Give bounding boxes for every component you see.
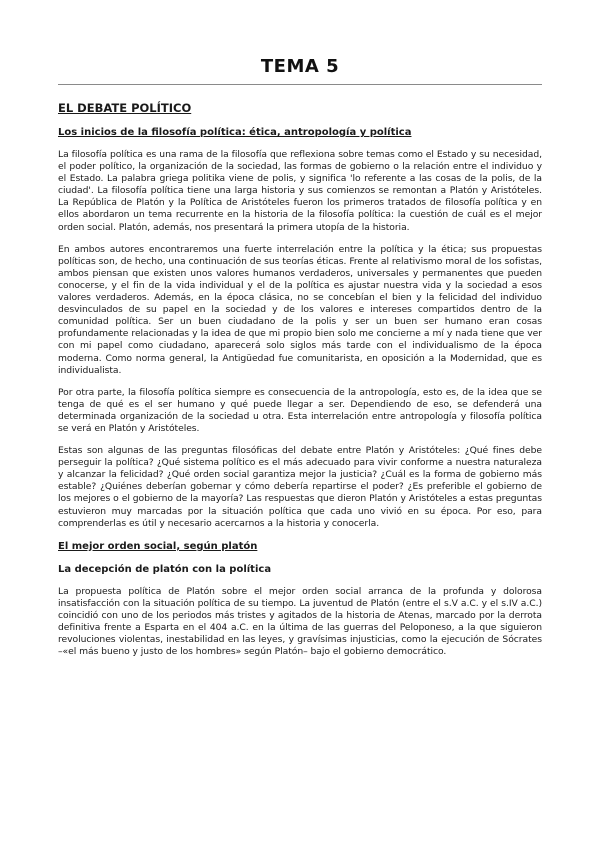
paragraph-5: La propuesta política de Platón sobre el mejor orden social arranca de la profunda y dolorosa insatisfacción con la situación política de su tiempo. La juventud de Platón (entre el s.V a.C. y el s.IV a.C.) coincidió con uno de los periodos más tristes y agitados de la historia de Atenas, marcado por la derrota definitiva frente a Esparta en el 404 a.C. en la última de las guerras del Peloponeso, a la que siguieron revoluciones violentas, inestabilidad en las leyes, y gravísimas injusticias, como la ejecución de Sócrates –«el más bueno y justo de los hombres» según Platón– bajo el gobierno democrático. xyxy=(58,585,542,658)
paragraph-1: La filosofía política es una rama de la filosofía que reflexiona sobre temas como el Estado y su necesidad, el poder político, la organización de la sociedad, las formas de gobierno o la relación entre el individuo y el Estado. La palabra griega politika viene de polis, y significa 'lo referente a las cosas de la polis, de la ciudad'. La filosofía política tiene una larga historia y sus comienzos se remontan a Platón y Aristóteles. La República de Platón y la Política de Aristóteles fueron los primeros tratados de filosofía política y en ellos abordaron un tema recurrente en la historia de la filosofía política: la cuestión de cuál es el mejor orden social. Platón, además, nos presentará la primera utopía de la historia. xyxy=(58,149,542,233)
document-body xyxy=(58,101,542,668)
paragraph-2: En ambos autores encontraremos una fuerte interrelación entre la política y la ética; sus propuestas políticas son, de hecho, una continuación de sus teorías éticas. Frente al relativismo moral de los sofistas, ambos piensan que existen unos valores humanos verdaderos, universales y permanentes que pueden conocerse, y el fin de la vida individual y el de la política es ajustar nuestra vida y la sociedad a esos valores verdaderos. Además, en la época clásica, no se concebían el bien y la felicidad del individuo desvinculados de su papel en la sociedad y de los valores e intereses compartidos dentro de la comunidad política. Ser un buen ciudadano de la polis y ser un buen ser humano eran cosas profundamente relacionadas y la idea de que mi propio bien solo me concierne a mí y nada tiene que ver con mi papel como ciudadano, aparecerá solo siglos más tarde con el individualismo de la época moderna. Como norma general, la Antigüedad fue comunitarista, en oposición a la Modernidad, que es individualista. xyxy=(58,243,542,376)
page-title: TEMA 5 xyxy=(260,56,340,77)
subsection-title-inicios: Los inicios de la filosofía política: ética, antropología y política xyxy=(58,127,412,138)
paragraph-3: Por otra parte, la filosofía política siempre es consecuencia de la antropología, esto es, de la idea que se tenga de qué es el ser humano y qué puede llegar a ser. Dependiendo de eso, se defenderá una determinada organización de la sociedad u otra. Esta interrelación entre antropología y filosofía política se verá en Platón y Aristóteles. xyxy=(58,386,542,434)
title-divider xyxy=(58,84,542,85)
paragraph-4: Estas son algunas de las preguntas filosóficas del debate entre Platón y Aristóteles: ¿Qué fines debe perseguir la política? ¿Qué sistema político es el más adecuado para vivir conforme a nuestra naturaleza y alcanzar la felicidad? ¿Qué orden social garantiza mejor la justicia? ¿Cuál es la forma de gobierno más estable? ¿Quiénes deberían gobernar y cómo debería repartirse el poder? ¿Es preferible el gobierno de los mejores o el gobierno de la mayoría? Las respuestas que dieron Platón y Aristóteles a estas preguntas estuvieron muy marcadas por la situación política que cada uno vivió en su época. Por eso, para comprenderlas es útil y necesario acercarnos a la historia y conocerla. xyxy=(58,445,542,529)
subsection-title-mejor-orden: El mejor orden social, según platón xyxy=(58,540,258,552)
section-heading: EL DEBATE POLÍTICO xyxy=(58,101,192,115)
subheading-decepcion: La decepción de platón con la política xyxy=(58,563,272,575)
